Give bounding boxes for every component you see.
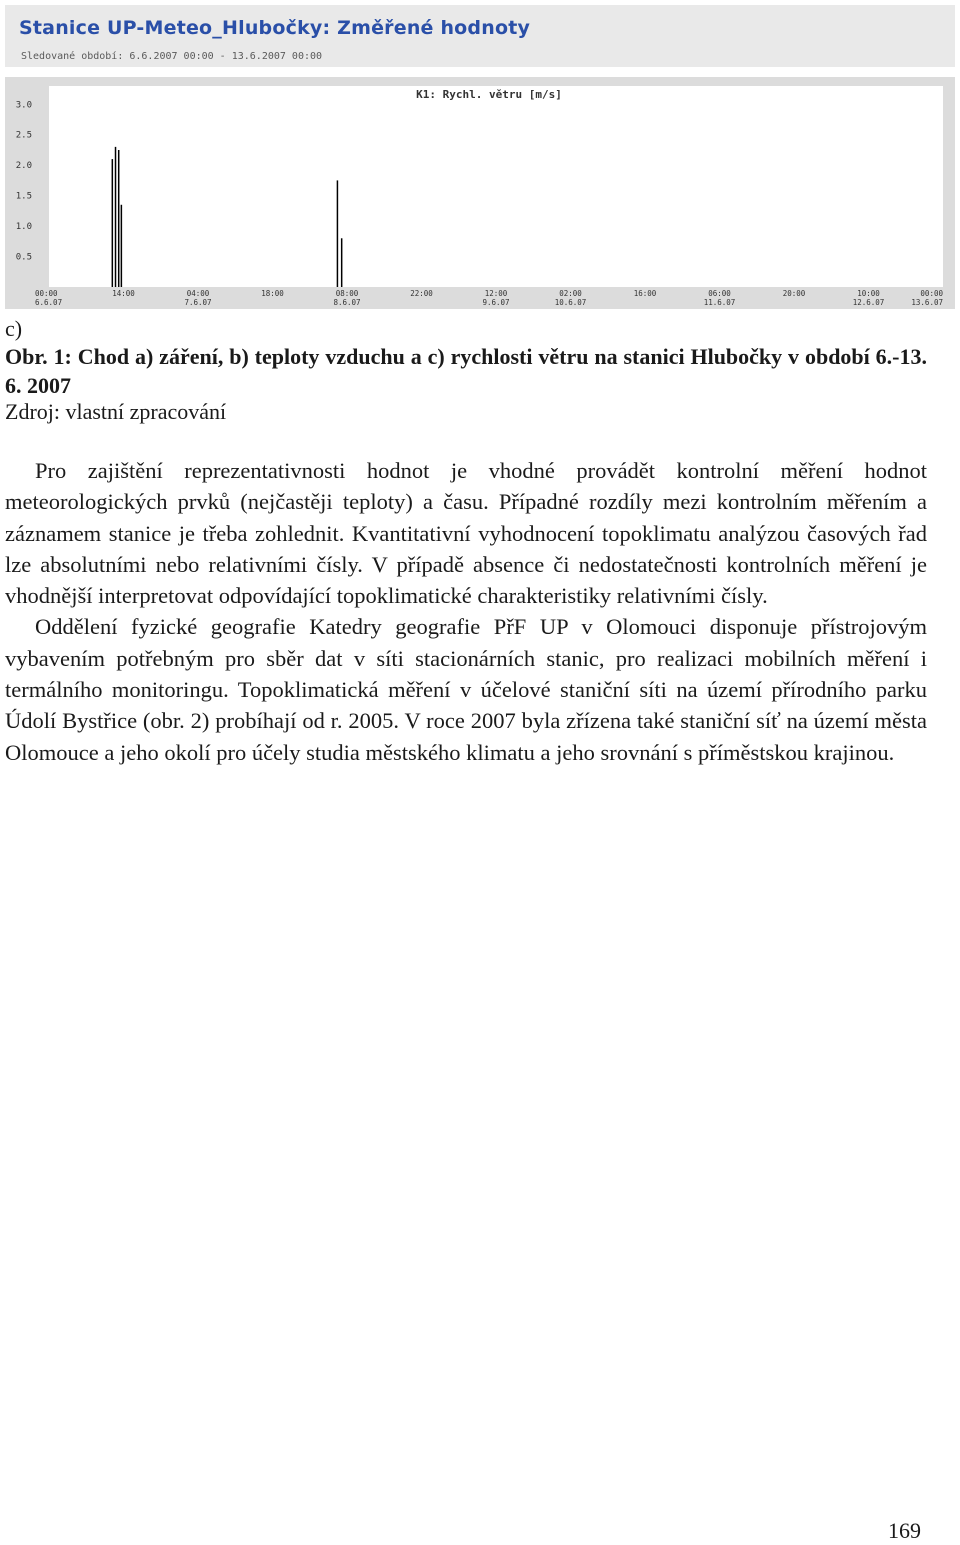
station-title: Stanice UP-Meteo_Hlubočky: Změřené hodnoty (19, 17, 531, 39)
monitored-period: Sledované období: 6.6.2007 00:00 - 13.6.2007 00:00 (21, 51, 323, 62)
x-tick-time: 12:00 (484, 289, 508, 298)
wind-speed-chart (5, 77, 955, 309)
x-tick-date: 9.6.07 (482, 298, 510, 307)
x-tick-time: 20:00 (782, 289, 806, 298)
figure-source: Zdroj: vlastní zpracování (5, 399, 227, 424)
x-tick-date: 8.6.07 (333, 298, 361, 307)
x-tick-time: 08:00 (335, 289, 359, 298)
article-body (5, 455, 927, 768)
x-tick-time: 18:00 (261, 289, 284, 298)
paragraph-1: Pro zajištění reprezentativnosti hodnot je vhodné provádět kontrolní měření hodnot meteorologických prvků (nejčastěji teploty) a času. Případné rozdíly mezi kontrolním měřením a záznamem stanice je třeba zohlednit. Kvantitativní vyhodnocení topoklimatu analýzou časových řad lze absolutními nebo relativními čísly. V případě absence či nedostatečnosti kontrolních měření je vhodnější interpretovat odpovídající topoklimatické charakteristiky relativními čísly. (5, 458, 927, 609)
figure-caption: Obr. 1: Chod a) záření, b) teploty vzduchu a c) rychlosti větru na stanici Hlubočky v období 6.-13. 6. 2007 (5, 344, 927, 398)
x-tick-time: 04:00 (186, 289, 210, 298)
y-tick-label: 2.5 (15, 130, 32, 141)
y-tick-label: 1.5 (15, 191, 32, 202)
screenshot-header (5, 5, 955, 67)
paragraph-2: Oddělení fyzické geografie Katedry geografie PřF UP v Olomouci disponuje přístrojovým vybavením potřebným pro sběr dat v síti stacionárních stanic, pro realizaci mobilních měření i termálního monitoringu. Topoklimatická měření v účelové staniční síti na území přírodního parku Údolí Bystřice (obr. 2) probíhají od r. 2005. V roce 2007 byla zřízena také staniční síť na území města Olomouce a jeho okolí pro účely studia městského klimatu a jeho srovnání s příměstskou krajinou. (5, 614, 927, 765)
y-tick-label: 1.0 (15, 222, 32, 233)
x-tick-time: 10:00 (857, 289, 880, 298)
x-tick-date: 11.6.07 (703, 298, 736, 307)
x-tick-time: 16:00 (633, 289, 657, 298)
x-tick-date: 10.6.07 (554, 298, 587, 307)
x-tick-time: 00:00 (920, 289, 943, 298)
x-tick-time: 14:00 (112, 289, 135, 298)
x-tick-time: 06:00 (708, 289, 731, 298)
chart-title: K1: Rychl. větru [m/s] (416, 88, 562, 101)
y-tick-label: 3.0 (15, 100, 32, 111)
x-tick-time: 22:00 (410, 289, 433, 298)
x-tick-date: 12.6.07 (852, 298, 885, 307)
y-tick-label: 2.0 (15, 161, 32, 172)
x-tick-date: 6.6.07 (35, 298, 63, 307)
x-tick-date: 7.6.07 (184, 298, 212, 307)
chart-svg (5, 77, 955, 309)
page-number: 169 (888, 1518, 921, 1543)
x-axis (35, 289, 943, 307)
y-tick-label: 0.5 (15, 252, 32, 263)
y-axis (16, 100, 32, 262)
plot-area (49, 86, 943, 287)
x-tick-time: 00:00 (35, 289, 58, 298)
x-tick-date: 13.6.07 (911, 298, 943, 307)
figure-part-label: c) (5, 316, 23, 341)
x-tick-time: 02:00 (559, 289, 582, 298)
station-screenshot (5, 5, 955, 309)
